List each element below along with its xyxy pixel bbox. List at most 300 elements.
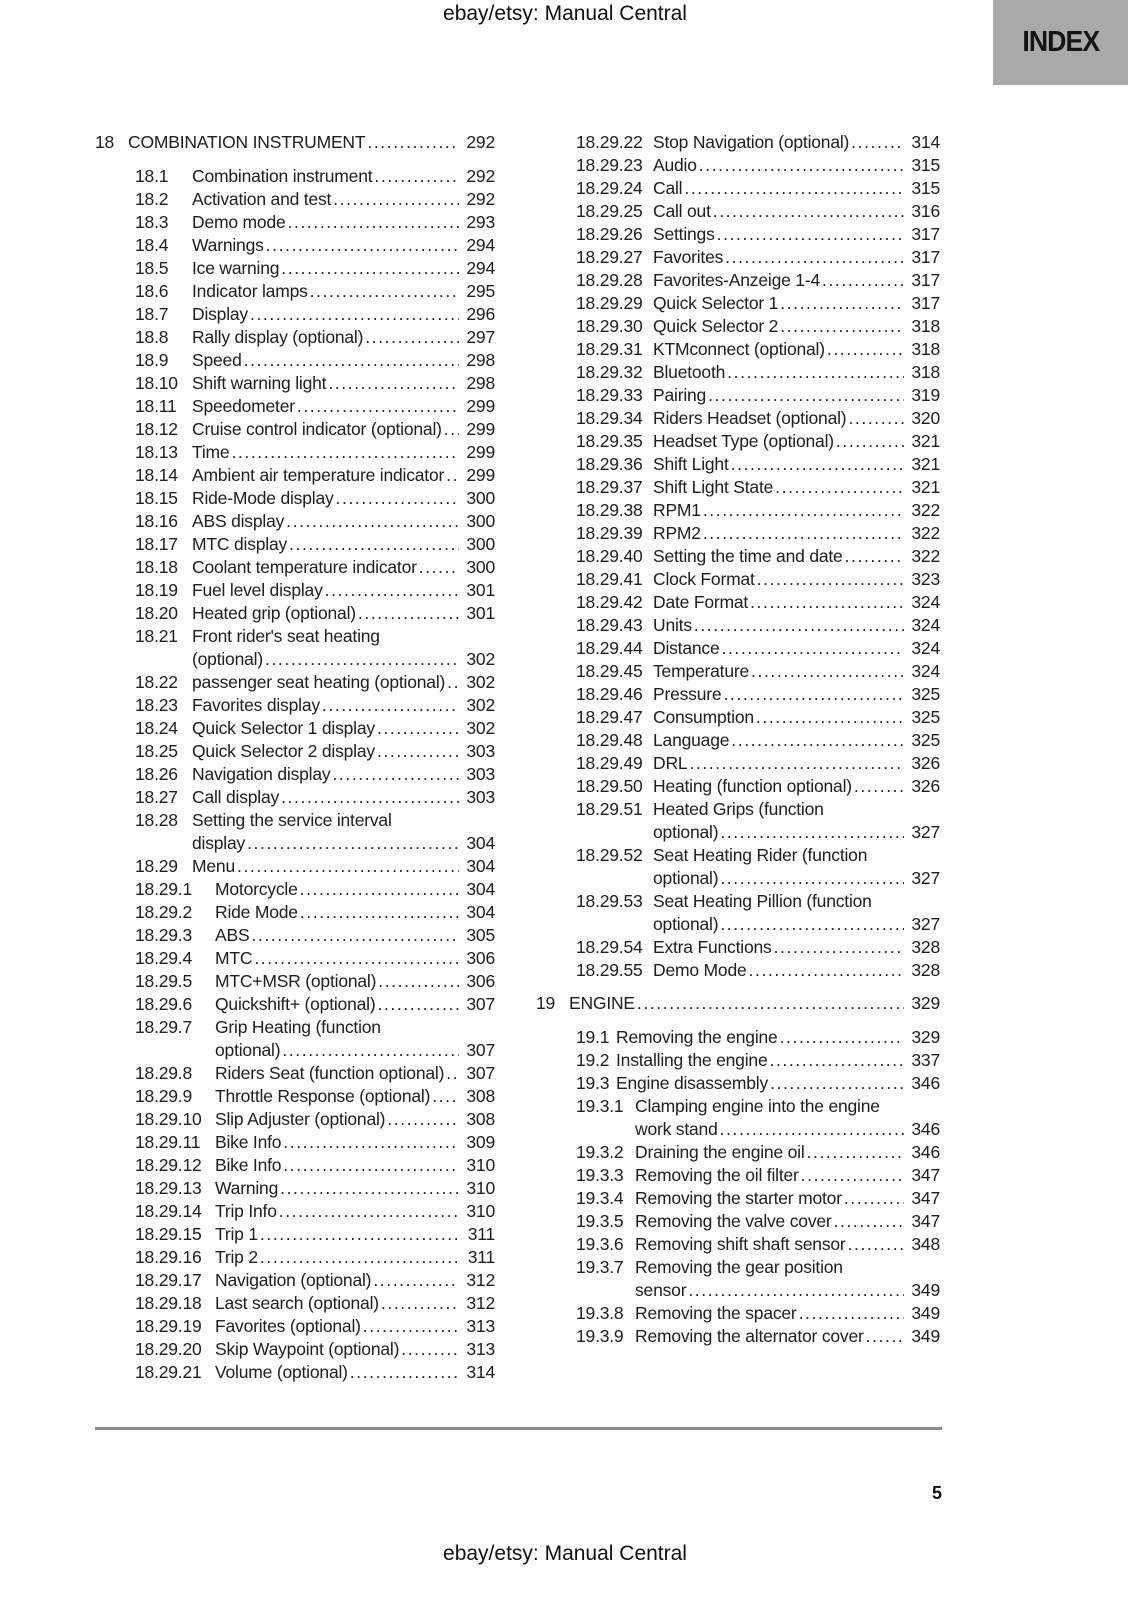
entry-title: Riders Headset (optional) [653, 408, 847, 428]
entry-title: Seat Heating Pillion (function [653, 891, 872, 911]
entry-title: KTMconnect (optional) [653, 339, 825, 359]
entry-number: 18.29.28 [576, 270, 643, 290]
dot-leader [749, 660, 904, 683]
entry-page-number: 316 [911, 201, 940, 221]
entry-number: 18.29.14 [135, 1201, 202, 1221]
toc-entry [135, 970, 495, 993]
toc-entry [576, 499, 940, 522]
dot-leader [687, 752, 904, 775]
dot-leader [846, 407, 904, 430]
dot-leader [692, 614, 905, 637]
entry-title: Cruise control indicator (optional) [192, 419, 442, 439]
entry-title: Display [192, 304, 248, 324]
dot-leader [264, 234, 460, 257]
entry-number: 18.29.38 [576, 500, 643, 520]
toc-entry [576, 706, 940, 729]
toc-entry [576, 752, 940, 775]
entry-page-number: 326 [911, 753, 940, 773]
entry-page-number: 302 [466, 672, 495, 692]
toc-entry [576, 637, 940, 660]
entry-page-number: 299 [466, 442, 495, 462]
entry-page-number: 312 [466, 1293, 495, 1313]
entry-title: Last search (optional) [215, 1293, 379, 1313]
toc-entry [135, 1223, 495, 1246]
toc-entry [135, 1016, 495, 1039]
toc-entry [135, 740, 495, 763]
entry-page-number: 314 [466, 1362, 495, 1382]
dot-leader [720, 637, 905, 660]
toc-entry [135, 993, 495, 1016]
entry-title: Menu [192, 856, 235, 876]
entry-page-number: 299 [466, 465, 495, 485]
toc-entry [576, 1210, 940, 1233]
entry-title: Removing the engine [616, 1027, 778, 1047]
entry-page-number: 298 [466, 373, 495, 393]
toc-entry [135, 901, 495, 924]
entry-title: Pressure [653, 684, 722, 704]
toc-entry [576, 798, 940, 821]
entry-page-number: 321 [911, 431, 940, 451]
dot-leader [278, 1177, 459, 1200]
entry-page-number: 302 [466, 718, 495, 738]
toc-entry [135, 809, 495, 832]
toc-entry [135, 1039, 495, 1062]
entry-number: 18.29.55 [576, 960, 643, 980]
dot-leader [249, 924, 459, 947]
entry-title: optional) [653, 868, 719, 888]
toc-entry [576, 269, 940, 292]
entry-title: Setting the time and date [653, 546, 843, 566]
entry-page-number: 300 [466, 511, 495, 531]
entry-page-number: 325 [911, 707, 940, 727]
entry-number: 18.29.8 [135, 1063, 192, 1083]
entry-number: 18.14 [135, 465, 178, 485]
dot-leader [375, 717, 459, 740]
entry-title: Navigation display [192, 764, 331, 784]
entry-number: 18.29.17 [135, 1270, 202, 1290]
entry-number: 18.29.44 [576, 638, 643, 658]
toc-entry [576, 867, 940, 890]
dot-leader [326, 372, 459, 395]
entry-page-number: 327 [911, 914, 940, 934]
entry-title: Removing the alternator cover [635, 1326, 864, 1346]
entry-page-number: 300 [466, 488, 495, 508]
entry-title: Volume (optional) [215, 1362, 348, 1382]
entry-page-number: 309 [466, 1132, 495, 1152]
entry-page-number: 317 [911, 293, 940, 313]
entry-page-number: 304 [466, 856, 495, 876]
entry-title: Quickshift+ (optional) [215, 994, 376, 1014]
toc-entry [135, 487, 495, 510]
dot-leader [375, 740, 459, 763]
entry-page-number: 321 [911, 454, 940, 474]
entry-number: 18.29 [135, 856, 178, 876]
entry-title: Extra Functions [653, 937, 772, 957]
toc-entry [576, 453, 940, 476]
entry-number: 19.3.8 [576, 1303, 624, 1323]
entry-title: ENGINE [569, 993, 635, 1013]
entry-number: 18.29.30 [576, 316, 643, 336]
toc-entry [576, 1141, 940, 1164]
dot-leader [778, 1026, 905, 1049]
toc-entry [135, 441, 495, 464]
toc-entry [135, 1361, 495, 1384]
dot-leader [711, 200, 905, 223]
entry-title: Motorcycle [215, 879, 298, 899]
entry-number: 18.29.18 [135, 1293, 202, 1313]
entry-title: Shift Light State [653, 477, 774, 497]
entry-title: optional) [653, 914, 719, 934]
entry-page-number: 347 [911, 1211, 940, 1231]
entry-title: Removing the spacer [635, 1303, 797, 1323]
entry-page-number: 293 [466, 212, 495, 232]
toc-entry [135, 602, 495, 625]
entry-number: 18.29.36 [576, 454, 643, 474]
entry-page-number: 325 [911, 730, 940, 750]
entry-title: passenger seat heating (optional) [192, 672, 446, 692]
entry-page-number: 301 [466, 603, 495, 623]
entry-number: 18.29.10 [135, 1109, 202, 1129]
toc-entry [576, 844, 940, 867]
entry-number: 18.29.27 [576, 247, 643, 267]
entry-number: 18.29.40 [576, 546, 643, 566]
dot-leader [348, 1361, 460, 1384]
entry-title: Bike Info [215, 1155, 282, 1175]
entry-number: 18.29.45 [576, 661, 643, 681]
entry-number: 18.29.22 [576, 132, 643, 152]
entry-title: Trip Info [215, 1201, 277, 1221]
entry-title: Consumption [653, 707, 754, 727]
toc-entry [135, 326, 495, 349]
entry-number: 18.6 [135, 281, 169, 301]
toc-entry [576, 890, 940, 913]
entry-title: MTC display [192, 534, 288, 554]
toc-entry [135, 947, 495, 970]
entry-number: 18.29.43 [576, 615, 643, 635]
entry-page-number: 327 [911, 868, 940, 888]
dot-leader [320, 694, 459, 717]
toc-entry [135, 878, 495, 901]
entry-page-number: 302 [466, 649, 495, 669]
dot-leader [375, 993, 459, 1016]
entry-title: Clock Format [653, 569, 755, 589]
toc-entry [576, 246, 940, 269]
toc-entry [135, 303, 495, 326]
entry-number: 18.29.42 [576, 592, 643, 612]
entry-title: Speedometer [192, 396, 295, 416]
toc-entry [135, 1315, 495, 1338]
entry-number: 18.29.9 [135, 1086, 192, 1106]
entry-number: 18.29.46 [576, 684, 643, 704]
entry-number: 18.29.2 [135, 902, 192, 922]
entry-title: Favorites-Anzeige 1-4 [653, 270, 820, 290]
entry-title: Distance [653, 638, 720, 658]
toc-entry [576, 522, 940, 545]
entry-title: Heated grip (optional) [192, 603, 356, 623]
entry-page-number: 329 [911, 993, 940, 1013]
dot-leader [701, 522, 905, 545]
toc-entry [576, 315, 940, 338]
entry-title: Units [653, 615, 692, 635]
entry-title: Quick Selector 2 [653, 316, 779, 336]
entry-page-number: 294 [466, 235, 495, 255]
entry-page-number: 346 [911, 1119, 940, 1139]
entry-page-number: 318 [911, 316, 940, 336]
entry-number: 18.24 [135, 718, 178, 738]
entry-title: Stop Navigation (optional) [653, 132, 850, 152]
entry-page-number: 306 [466, 948, 495, 968]
entry-page-number: 310 [466, 1178, 495, 1198]
entry-number: 18.29.15 [135, 1224, 202, 1244]
footer-divider-rule [95, 1427, 942, 1430]
entry-title: Bike Info [215, 1132, 282, 1152]
footer-page-number: 5 [931, 1483, 942, 1503]
entry-number: 18.29.53 [576, 891, 643, 911]
dot-leader [399, 1338, 459, 1361]
entry-number: 18.29.34 [576, 408, 643, 428]
toc-entry [135, 671, 495, 694]
entry-number: 18.23 [135, 695, 178, 715]
entry-title: Ride Mode [215, 902, 298, 922]
entry-title: Demo Mode [653, 960, 747, 980]
dot-leader [755, 568, 905, 591]
toc-entry [576, 292, 940, 315]
entry-page-number: 301 [466, 580, 495, 600]
entry-page-number: 304 [466, 833, 495, 853]
entry-title: Bluetooth [653, 362, 726, 382]
toc-entry [576, 821, 940, 844]
entry-number: 19.1 [576, 1027, 610, 1047]
entry-number: 18.8 [135, 327, 169, 347]
toc-entry [135, 1085, 495, 1108]
entry-page-number: 297 [466, 327, 495, 347]
entry-title: Warning [215, 1178, 279, 1198]
entry-title: Shift warning light [192, 373, 327, 393]
entry-number: 18.29.11 [135, 1132, 201, 1152]
entry-number: 18.29.26 [576, 224, 643, 244]
dot-leader [864, 1325, 905, 1348]
entry-number: 19.3.3 [576, 1165, 624, 1185]
entry-page-number: 328 [911, 960, 940, 980]
entry-number: 18.29.16 [135, 1247, 202, 1267]
entry-number: 18.29.54 [576, 937, 643, 957]
dot-leader [363, 326, 459, 349]
entry-number: 19.2 [576, 1050, 610, 1070]
dot-leader [842, 1187, 905, 1210]
toc-entry [135, 924, 495, 947]
entry-page-number: 303 [466, 764, 495, 784]
entry-page-number: 311 [467, 1247, 495, 1267]
entry-title: Headset Type (optional) [653, 431, 834, 451]
toc-entry [135, 234, 495, 257]
entry-number: 19.3.7 [576, 1257, 624, 1277]
entry-page-number: 349 [911, 1280, 940, 1300]
entry-title: Audio [653, 155, 697, 175]
dot-leader [277, 1200, 460, 1223]
entry-page-number: 324 [911, 638, 940, 658]
toc-entry [576, 476, 940, 499]
dot-leader [258, 1246, 461, 1269]
dot-leader [284, 510, 459, 533]
entry-title: Demo mode [192, 212, 286, 232]
entry-title: Trip 1 [215, 1224, 258, 1244]
entry-number: 18.5 [135, 258, 169, 278]
entry-title: ABS [215, 925, 250, 945]
dot-leader [832, 1210, 905, 1233]
dot-leader [334, 487, 460, 510]
dot-leader [252, 947, 459, 970]
dot-leader [281, 1154, 459, 1177]
toc-entry [135, 280, 495, 303]
dot-leader [444, 464, 459, 487]
entry-page-number: 304 [466, 902, 495, 922]
dot-leader [323, 579, 460, 602]
entry-number: 18.29.25 [576, 201, 643, 221]
toc-entry [135, 188, 495, 211]
dot-leader [229, 441, 459, 464]
toc-entry [576, 384, 940, 407]
toc-entry [576, 1026, 940, 1049]
entry-number: 18.9 [135, 350, 169, 370]
dot-leader [281, 1131, 459, 1154]
entry-title: sensor [635, 1280, 687, 1300]
entry-page-number: 317 [911, 247, 940, 267]
toc-entry [576, 1072, 940, 1095]
entry-title: Installing the engine [616, 1050, 768, 1070]
dot-leader [820, 269, 904, 292]
toc-entry [135, 372, 495, 395]
entry-title: DRL [653, 753, 688, 773]
entry-page-number: 346 [911, 1142, 940, 1162]
entry-number: 19.3.5 [576, 1211, 624, 1231]
entry-title: COMBINATION INSTRUMENT [128, 132, 366, 152]
entry-page-number: 318 [911, 362, 940, 382]
toc-entry [576, 545, 940, 568]
toc-entry [135, 1062, 495, 1085]
entry-number: 18.2 [135, 189, 169, 209]
entry-title: display [192, 833, 246, 853]
toc-entry [576, 568, 940, 591]
entry-number: 18.10 [135, 373, 178, 393]
page-header-title: ebay/etsy: Manual Central [443, 2, 687, 25]
toc-entry [576, 1049, 940, 1072]
entry-page-number: 347 [911, 1165, 940, 1185]
toc-entry [576, 1302, 940, 1325]
dot-leader [279, 257, 459, 280]
dot-leader [778, 292, 904, 315]
entry-page-number: 315 [911, 155, 940, 175]
entry-title: RPM1 [653, 500, 701, 520]
toc-entry [576, 1233, 940, 1256]
entry-title: Time [192, 442, 230, 462]
entry-title: Favorites display [192, 695, 320, 715]
dot-leader [442, 418, 460, 441]
toc-entry [135, 1154, 495, 1177]
toc-entry [95, 131, 495, 154]
toc-entry [135, 510, 495, 533]
entry-page-number: 321 [911, 477, 940, 497]
entry-number: 18.15 [135, 488, 178, 508]
entry-title: Seat Heating Rider (function [653, 845, 868, 865]
entry-number: 18.16 [135, 511, 178, 531]
entry-page-number: 292 [466, 132, 495, 152]
entry-title: Removing the starter motor [635, 1188, 842, 1208]
toc-entry [536, 992, 940, 1015]
dot-leader [331, 188, 459, 211]
entry-number: 19.3.2 [576, 1142, 624, 1162]
dot-leader [430, 1085, 459, 1108]
dot-leader [773, 476, 904, 499]
dot-leader [242, 349, 460, 372]
entry-page-number: 327 [911, 822, 940, 842]
entry-number: 18.29.13 [135, 1178, 202, 1198]
entry-page-number: 308 [466, 1109, 495, 1129]
entry-title: Ice warning [192, 258, 280, 278]
entry-title: Ambient air temperature indicator [192, 465, 445, 485]
dot-leader [682, 177, 904, 200]
toc-entry [135, 533, 495, 556]
entry-page-number: 302 [466, 695, 495, 715]
toc-entry [135, 556, 495, 579]
entry-page-number: 320 [911, 408, 940, 428]
toc-entry [135, 832, 495, 855]
dot-leader [686, 1279, 904, 1302]
entry-number: 18.4 [135, 235, 169, 255]
entry-number: 18.7 [135, 304, 169, 324]
dot-leader [361, 1315, 460, 1338]
entry-number: 18.3 [135, 212, 169, 232]
entry-number: 18.29.47 [576, 707, 643, 727]
entry-number: 18.29.31 [576, 339, 643, 359]
entry-title: Call [653, 178, 683, 198]
entry-title: Ride-Mode display [192, 488, 334, 508]
entry-number: 18.29.6 [135, 994, 192, 1014]
dot-leader [805, 1141, 905, 1164]
toc-entry [135, 257, 495, 280]
toc-entry [135, 211, 495, 234]
entry-page-number: 310 [466, 1155, 495, 1175]
dot-leader [721, 683, 904, 706]
entry-page-number: 306 [466, 971, 495, 991]
dot-leader [287, 533, 459, 556]
entry-number: 18.29.37 [576, 477, 643, 497]
entry-number: 18.29.12 [135, 1155, 202, 1175]
dot-leader [258, 1223, 461, 1246]
entry-page-number: 292 [466, 189, 495, 209]
entry-number: 18.25 [135, 741, 178, 761]
entry-page-number: 314 [911, 132, 940, 152]
dot-leader [778, 315, 904, 338]
entry-title: Speed [192, 350, 242, 370]
entry-title: Favorites [653, 247, 724, 267]
entry-page-number: 294 [466, 258, 495, 278]
toc-entry [576, 591, 940, 614]
dot-leader [376, 970, 459, 993]
toc-right-column [536, 131, 940, 1348]
dot-leader [725, 361, 904, 384]
entry-number: 19.3.4 [576, 1188, 624, 1208]
entry-page-number: 349 [911, 1326, 940, 1346]
toc-entry [135, 625, 495, 648]
dot-leader [748, 591, 904, 614]
toc-entry [576, 1187, 940, 1210]
toc-entry [135, 464, 495, 487]
entry-page-number: 324 [911, 592, 940, 612]
toc-entry [576, 177, 940, 200]
entry-number: 19.3.1 [576, 1096, 624, 1116]
entry-number: 18.18 [135, 557, 178, 577]
entry-title: Temperature [653, 661, 750, 681]
